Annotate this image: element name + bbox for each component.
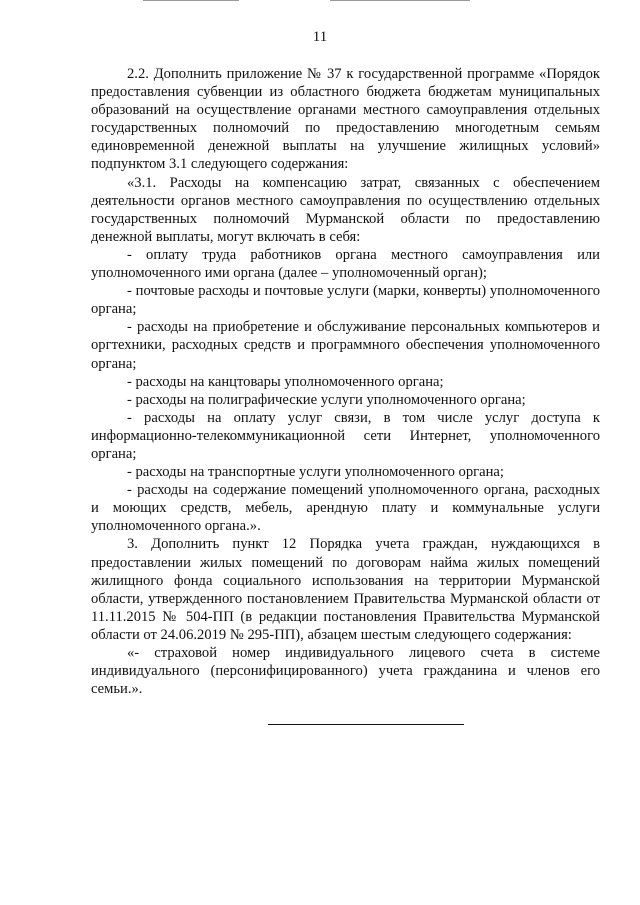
top-edge-rule-right — [330, 0, 470, 1]
end-of-text-rule — [268, 724, 464, 725]
body-text — [91, 65, 600, 698]
paragraph-3: 3. Дополнить пункт 12 Порядка учета граждан, нуждающихся в предоставлении жилых помещений по договорам найма жилых помещений жилищного фонда социального использования на территории Мурманской области, утвержденного постановлением Правительства Мурманской области от 11.11.2015 № 504-ПП (в редакции постановления Правительства Мурманской области от 24.06.2019 № 295-ПП), абзацем шестым следующего содержания: — [91, 536, 600, 643]
list-item-premises: - расходы на содержание помещений уполномоченного органа, расходных и моющих средств, мебель, арендную плату и коммунальные услуги уполномоченного органа.». — [91, 482, 600, 535]
list-item-transport: - расходы на транспортные услуги уполномоченного органа; — [127, 464, 504, 481]
paragraph-2-2: 2.2. Дополнить приложение № 37 к государственной программе «Порядок предоставления субвенции из областного бюджета бюджетам муниципальных образований на осуществление органами местного самоуправления отдельных государственных полномочий по предоставлению многодетным семьям единовременной денежной выплаты на улучшение жилищных условий» подпунктом 3.1 следующего содержания: — [91, 66, 600, 173]
paragraph-3-1: «3.1. Расходы на компенсацию затрат, связанных с обеспечением деятельности органов местного самоуправления по осуществлению отдельных государственных полномочий Мурманской области по предоставлению денежной выплаты, могут включать в себя: — [91, 174, 600, 245]
list-item-communications: - расходы на оплату услуг связи, в том числе услуг доступа к информационно-телекоммуникационной сети Интернет, уполномоченного органа; — [91, 409, 600, 462]
paragraph-snils: «- страховой номер индивидуального лицевого счета в системе индивидуального (персонифицированного) учета гражданина и членов его семьи.». — [91, 645, 600, 698]
list-item-printing: - расходы на полиграфические услуги уполномоченного органа; — [127, 391, 526, 408]
list-item-postal: - почтовые расходы и почтовые услуги (марки, конверты) уполномоченного органа; — [91, 283, 600, 318]
list-item-stationery: - расходы на канцтовары уполномоченного органа; — [127, 373, 444, 390]
list-item-computers: - расходы на приобретение и обслуживание персональных компьютеров и оргтехники, расходных средств и программного обеспечения уполномоченного органа; — [91, 319, 600, 372]
top-edge-rule-left — [143, 0, 239, 1]
page-number: 11 — [312, 29, 328, 45]
list-item-labor: - оплату труда работников органа местного самоуправления или уполномоченного ими органа (далее – уполномоченный орган); — [91, 246, 600, 282]
